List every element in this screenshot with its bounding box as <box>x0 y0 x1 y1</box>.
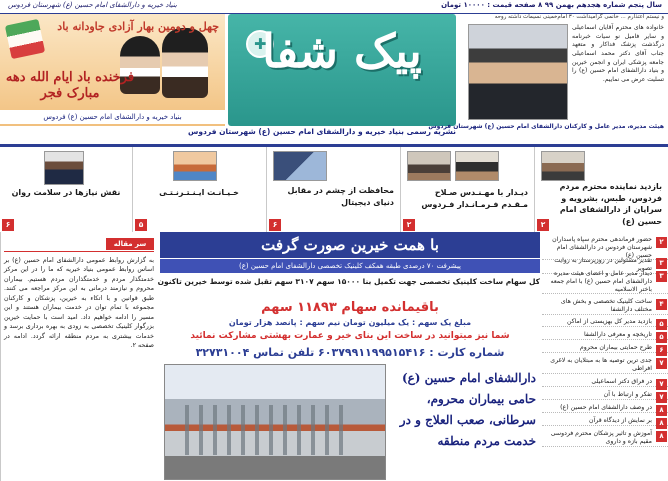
toc-item[interactable] <box>542 270 668 294</box>
page-number-badge: ۳ <box>656 258 667 269</box>
page-number-badge: ۸ <box>656 405 667 416</box>
toc-item-label: جدی ترین توصیه ها به مبتلایان به لاغری افراطی <box>550 357 652 372</box>
issue-info: سال پنجم شماره هجدهم بهمن ۹۹ ۸ صفحه قیمت : ۱۰۰۰۰ تومان <box>441 1 662 9</box>
toc-item-label: ساخت کلینیک تخصصی و بخش های مختلف دارالشفا <box>560 298 652 313</box>
toc-item-label: بر نمایش از دیدگاه قرآن <box>589 417 652 424</box>
toc-item-label: بازدید مدیر کل بهزیستی از اماکن <box>566 318 652 325</box>
news-item[interactable] <box>132 147 266 233</box>
fundraising-ad <box>157 232 540 481</box>
share-summary: کل سهام ساخت کلینیک تخصصی جهت تکمیل بنا ۱۵۰۰۰ سهم ۳۱۰۷ سهم تقبل شده توسط خیرین تاکنون <box>157 277 540 286</box>
news-thumbnail <box>273 151 327 181</box>
page-number-badge: ۳ <box>656 271 667 282</box>
construction-photo <box>164 364 386 480</box>
article-text: خانواده های محترم آقایان اسماعیلی و سایر فامیل نو سیات خبرنامه درگذشت پزشک فداکار و متعهد جناب آقای دکتر محمد اسماعیلی جامعه پزشکی ایران و انجمن خیرین و بنیاد دارالشفای امام حسین (ع) را تسلیت عرض می نماییم. <box>572 24 664 84</box>
page-number-badge: ۶ <box>269 219 281 231</box>
editorial-heading: سر مقاله <box>106 238 154 250</box>
toc-item[interactable] <box>542 417 668 426</box>
page-number-badge: ۵ <box>135 219 147 231</box>
toc-item-label: دیدار مدیر عامل و اعضای هیئت مدیره دارالشفای امام حسین (ع) با امام جمعه باختر الاسلامیه <box>550 270 652 293</box>
toc-item-label: تقدیر مسئولین در روزپرستار به روایت تصویر <box>554 257 652 272</box>
toc-item-label: تفکر و ارتباط با آن <box>603 391 652 398</box>
toc-item[interactable] <box>542 404 668 413</box>
toc-item[interactable] <box>542 391 668 400</box>
participation-call: شما نیز میتوانید در ساخت این بنای خیر و عمارت بهشتی مشارکت نمائید <box>190 331 510 341</box>
page-number-badge: ۷ <box>656 392 667 403</box>
news-thumbnail <box>541 151 585 181</box>
page-number-badge: ۸ <box>656 431 667 442</box>
publisher-slogan: بنیاد خیریه و دارالشفای امام حسین (ع) شهرستان فردوس <box>8 1 177 9</box>
ad-headline: با همت خیرین صورت گرفت <box>160 232 540 258</box>
page-number-badge: ۵ <box>656 319 667 330</box>
news-thumbnail <box>407 151 451 181</box>
news-item[interactable] <box>266 147 400 233</box>
news-headline: بازدید نماینده محترم مردم فردوس، طبس، بشرویه و سرایان از دارالشفای امام حسین (ع) <box>559 182 662 226</box>
news-item[interactable] <box>400 147 534 233</box>
anniversary-banner <box>0 14 225 126</box>
page-number-badge: ۷ <box>656 379 667 390</box>
banner-greeting: فرخنده باد ایام الله دهه مبارک فجر <box>5 70 135 102</box>
page-number-badge: ۲ <box>403 219 415 231</box>
divider <box>4 251 154 252</box>
condolence-article <box>428 14 668 142</box>
article-label: و نیستم اعتذارم ... خانمی گرامیداشت ۳۰ امام‌خمینی نسیمات داشته روحه <box>494 14 664 20</box>
contact-info[interactable]: شماره کارت : ۶۰۳۷۹۹۱۱۹۹۵۱۵۴۱۶ تلفن تماس ۳۲۷۳۱۰۰۴ <box>195 346 505 359</box>
toc-item[interactable] <box>542 357 668 374</box>
ad-subheadline: پیشرفت ۷۰ درصدی طبقه همکف کلینیک تخصصی دارالشفای امام حسین (ع) <box>160 259 540 273</box>
header <box>0 14 668 142</box>
page-number-badge: ۴ <box>656 299 667 310</box>
editorial-column <box>0 232 158 481</box>
toc-item-label: در فراق دکتر اسماعیلی <box>591 378 652 385</box>
page-number-badge: ۵ <box>656 332 667 343</box>
share-price: مبلغ یک سهم : یک میلیون تومان نیم سهم : پانصد هزار تومان <box>228 318 472 327</box>
remaining-shares: باقیمانده سهام ۱۱۸۹۳ سهم <box>261 300 439 315</box>
toc-item-label: آموزش و تاثیر پزشکان محترم فردوسی مقیم بازه و داروی <box>550 430 652 445</box>
toc-item-label: حضور فرماندهی محترم سپاه پاسداران شهرستان فردوس در دارالشفای امام حسین (ع) <box>552 236 652 259</box>
news-headline: محافظت از چشم در مقابل دنیای دیجیتال <box>287 186 394 207</box>
news-headline: دیـدار با مهـنـدس صـلاح مـقـدم فـرمـانـدار فـردوس <box>421 188 528 209</box>
top-info-bar <box>0 0 668 14</box>
page-number-badge: ۶ <box>2 219 14 231</box>
news-headline: خـیـانـت ایـنـتـرنـتـی <box>159 188 239 197</box>
ad-tagline: دارالشفای امام حسین (ع) حامی بیماران محروم، سرطانی، صعب العلاج و در خدمت مردم منطقه <box>399 371 536 448</box>
news-thumbnail <box>44 151 84 185</box>
toc-item[interactable] <box>542 344 668 353</box>
toc-item[interactable] <box>542 430 668 447</box>
portrait-image <box>162 28 208 98</box>
banner-slogan: چهل و دومین بهار آزادی جاودانه باد <box>57 20 219 33</box>
page-number-badge: ۷ <box>656 358 667 369</box>
article-caption: هیئت مدیره، مدیر عامل و کارکنان دارالشفای امام حسین (ع) شهرستان فردوس <box>428 123 664 130</box>
page-number-badge: ۸ <box>656 418 667 429</box>
table-of-contents <box>542 232 668 481</box>
news-thumbnail <box>455 151 499 181</box>
news-strip <box>0 144 668 230</box>
toc-item[interactable] <box>542 378 668 387</box>
toc-item-label: طرح حمایتی بیماران محروم <box>579 344 652 351</box>
toc-item-label: تاریخچه و معرفی دارالشفا <box>584 331 652 338</box>
masthead <box>228 14 456 126</box>
news-thumbnail <box>173 151 217 181</box>
toc-item[interactable] <box>542 298 668 315</box>
toc-item[interactable] <box>542 318 668 327</box>
news-item[interactable] <box>0 147 132 233</box>
newspaper-subtitle: نشریه رسمی بنیاد خیریه و دارالشفای امام حسین (ع) شهرستان فردوس <box>188 127 456 136</box>
page-number-badge: ۲ <box>537 219 549 231</box>
banner-footer: بنیاد خیریه و دارالشفای امام حسین (ع) فردوس <box>0 110 225 124</box>
editorial-body: به گزارش روابط عمومی دارالشفای امام حسین (ع) بر اساس روابط عمومی بنیاد خیریه که ما را در این مرکز خدمتگذار مردم و خدمتگذاران مردم هستیم. بیماران محروم و نیازمند درمانی به این مرکز مراجعه می کنند. طبق قوانین و با اتکاء به خیرین، پزشکان و کارکنان مجموعه با تمام توان در خدمت بیماران هستند و این مسیر را ادامه خواهیم داد. امید است با حمایت خیرین بزرگوار کلینیک تخصصی به زودی به بهره برداری برسد و خدمات بیشتری به مردم منطقه ارائه گردد. ادامه در صفحه ۲. <box>4 257 154 349</box>
page-number-badge: ۲ <box>656 237 667 248</box>
toc-item[interactable] <box>542 331 668 340</box>
news-headline: نقش نیازها در سلامت روان <box>11 188 121 197</box>
portrait-photo <box>468 24 568 120</box>
page-number-badge: ۶ <box>656 345 667 356</box>
news-item[interactable] <box>534 147 668 233</box>
newspaper-title: پیک شفا <box>262 24 422 78</box>
toc-item-label: در وصف دارالشفای امام حسین (ع) <box>560 404 652 411</box>
